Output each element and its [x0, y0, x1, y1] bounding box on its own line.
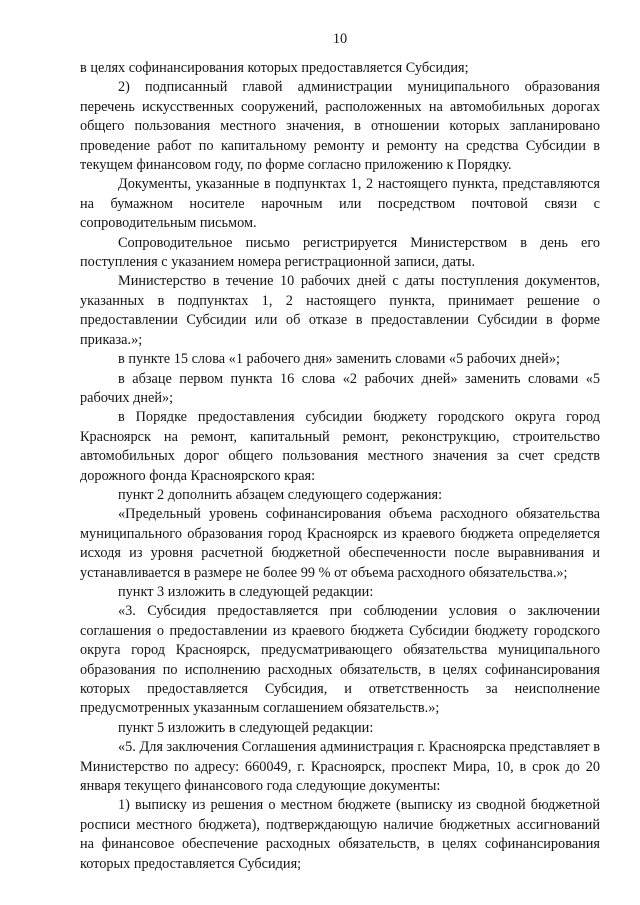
paragraph: в абзаце первом пункта 16 слова «2 рабочих дней» заменить словами «5 рабочих дней»; [80, 370, 600, 406]
paragraph: Сопроводительное письмо регистрируется Министерством в день его поступления с указанием номера регистрационной записи, даты. [80, 234, 600, 271]
paragraph: Министерство в течение 10 рабочих дней с даты поступления документов, указанных в подпунктах 1, 2 настоящего пункта, принимает решение о предоставлении Субсидии или об отказе в предоставлении Субсидии в форме приказа.»; [80, 273, 600, 348]
paragraph: в целях софинансирования которых предоставляется Субсидия; [80, 60, 469, 76]
paragraph: «5. Для заключения Соглашения администрация г. Красноярска представляет в Министерство по адресу: 660049, г. Красноярск, проспект Мира, 10, в срок до 20 января текущего финансового года следующие документы: [80, 739, 600, 795]
document-body [80, 59, 600, 874]
paragraph: «Предельный уровень софинансирования объема расходного обязательства муниципального образования город Красноярск из краевого бюджета определяется исходя из уровня расчетной бюджетной обеспеченности после выравнивания и устанавливается в размере не более 99 % от объема расходного обязательства.»; [80, 506, 600, 581]
document-page [80, 30, 600, 890]
page-number: 10 [332, 31, 348, 47]
paragraph: Документы, указанные в подпунктах 1, 2 настоящего пункта, представляются на бумажном носителе нарочным или посредством почтовой связи с сопроводительным письмом. [80, 176, 600, 232]
paragraph: в пункте 15 слова «1 рабочего дня» заменить словами «5 рабочих дней»; [118, 351, 560, 368]
paragraph: 2) подписанный главой администрации муниципального образования перечень искусственных сооружений, расположенных на автомобильных дорогах общего пользования местного значения, в отношении которых запланировано проведение работ по капитальному ремонту и ремонту на средства Субсидии в текущем финансовом году, по форме согласно приложению к Порядку. [80, 79, 600, 174]
paragraph: 1) выписку из решения о местном бюджете (выписку из сводной бюджетной росписи местного бюджета), подтверждающую наличие бюджетных ассигнований на финансовое обеспечение расходных обязательств, в целях софинансирования которых предоставляется Субсидия; [80, 797, 600, 872]
paragraph: «3. Субсидия предоставляется при соблюдении условия о заключении соглашения о предоставлении из краевого бюджета Субсидии бюджету городского округа город Красноярск, предусматривающего обязательства муниципального образования по исполнению расходных обязательств, в целях софинансирования которых предоставляется Субсидия, и ответственность за неисполнение предусмотренных указанным соглашением обязательств.»; [80, 603, 600, 717]
paragraph: пункт 2 дополнить абзацем следующего содержания: [118, 486, 443, 503]
paragraph: пункт 5 изложить в следующей редакции: [118, 719, 374, 736]
paragraph: пункт 3 изложить в следующей редакции: [118, 583, 374, 600]
paragraph: в Порядке предоставления субсидии бюджету городского округа город Красноярск на ремонт, капитальный ремонт, реконструкцию, строительство автомобильных дорог общего пользования местного значения за счет средств дорожного фонда Красноярского края: [80, 409, 600, 484]
